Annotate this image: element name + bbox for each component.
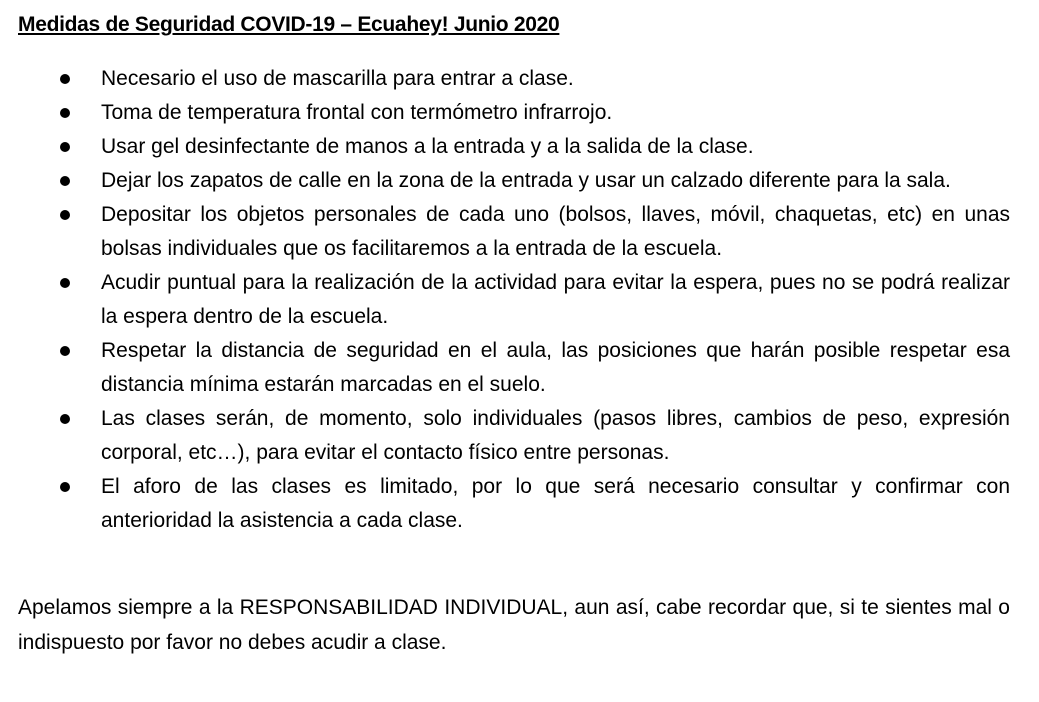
list-item [18, 96, 1010, 130]
document-title: Medidas de Seguridad COVID-19 – Ecuahey! Junio 2020 [18, 13, 560, 36]
list-item [18, 198, 1010, 266]
rule-text: Necesario el uso de mascarilla para entrar a clase. [101, 67, 574, 90]
rule-text: Depositar los objetos personales de cada uno (bolsos, llaves, móvil, chaquetas, etc) en unas bolsas individuales que os facilitaremos a la entrada de la escuela. [101, 203, 1010, 260]
list-item [18, 164, 1010, 198]
list-item [18, 402, 1010, 470]
closing-paragraph: Apelamos siempre a la RESPONSABILIDAD INDIVIDUAL, aun así, cabe recordar que, si te sientes mal o indispuesto por favor no debes acudir a clase. [18, 596, 1010, 654]
rule-text: Dejar los zapatos de calle en la zona de la entrada y usar un calzado diferente para la sala. [101, 169, 951, 192]
rule-text: Usar gel desinfectante de manos a la entrada y a la salida de la clase. [101, 135, 754, 158]
bullet-icon [60, 278, 70, 288]
bullet-icon [60, 108, 70, 118]
list-item [18, 470, 1010, 538]
bullet-icon [60, 142, 70, 152]
rule-text: El aforo de las clases es limitado, por lo que será necesario consultar y confirmar con anterioridad la asistencia a cada clase. [101, 475, 1010, 532]
document-page [18, 10, 1010, 660]
list-item [18, 130, 1010, 164]
bullet-icon [60, 176, 70, 186]
rule-text: Respetar la distancia de seguridad en el aula, las posiciones que harán posible respetar esa distancia mínima estarán marcadas en el suelo. [101, 339, 1010, 396]
rule-text: Las clases serán, de momento, solo individuales (pasos libres, cambios de peso, expresión corporal, etc…), para evitar el contacto físico entre personas. [101, 407, 1010, 464]
rule-text: Acudir puntual para la realización de la actividad para evitar la espera, pues no se podrá realizar la espera dentro de la escuela. [101, 271, 1010, 328]
list-item [18, 266, 1010, 334]
bullet-icon [60, 74, 70, 84]
bullet-icon [60, 482, 70, 492]
rule-text: Toma de temperatura frontal con termómetro infrarrojo. [101, 101, 613, 124]
bullet-icon [60, 210, 70, 220]
bullet-icon [60, 346, 70, 356]
rules-list [18, 62, 1010, 538]
bullet-icon [60, 414, 70, 424]
list-item [18, 334, 1010, 402]
list-item [18, 62, 1010, 96]
